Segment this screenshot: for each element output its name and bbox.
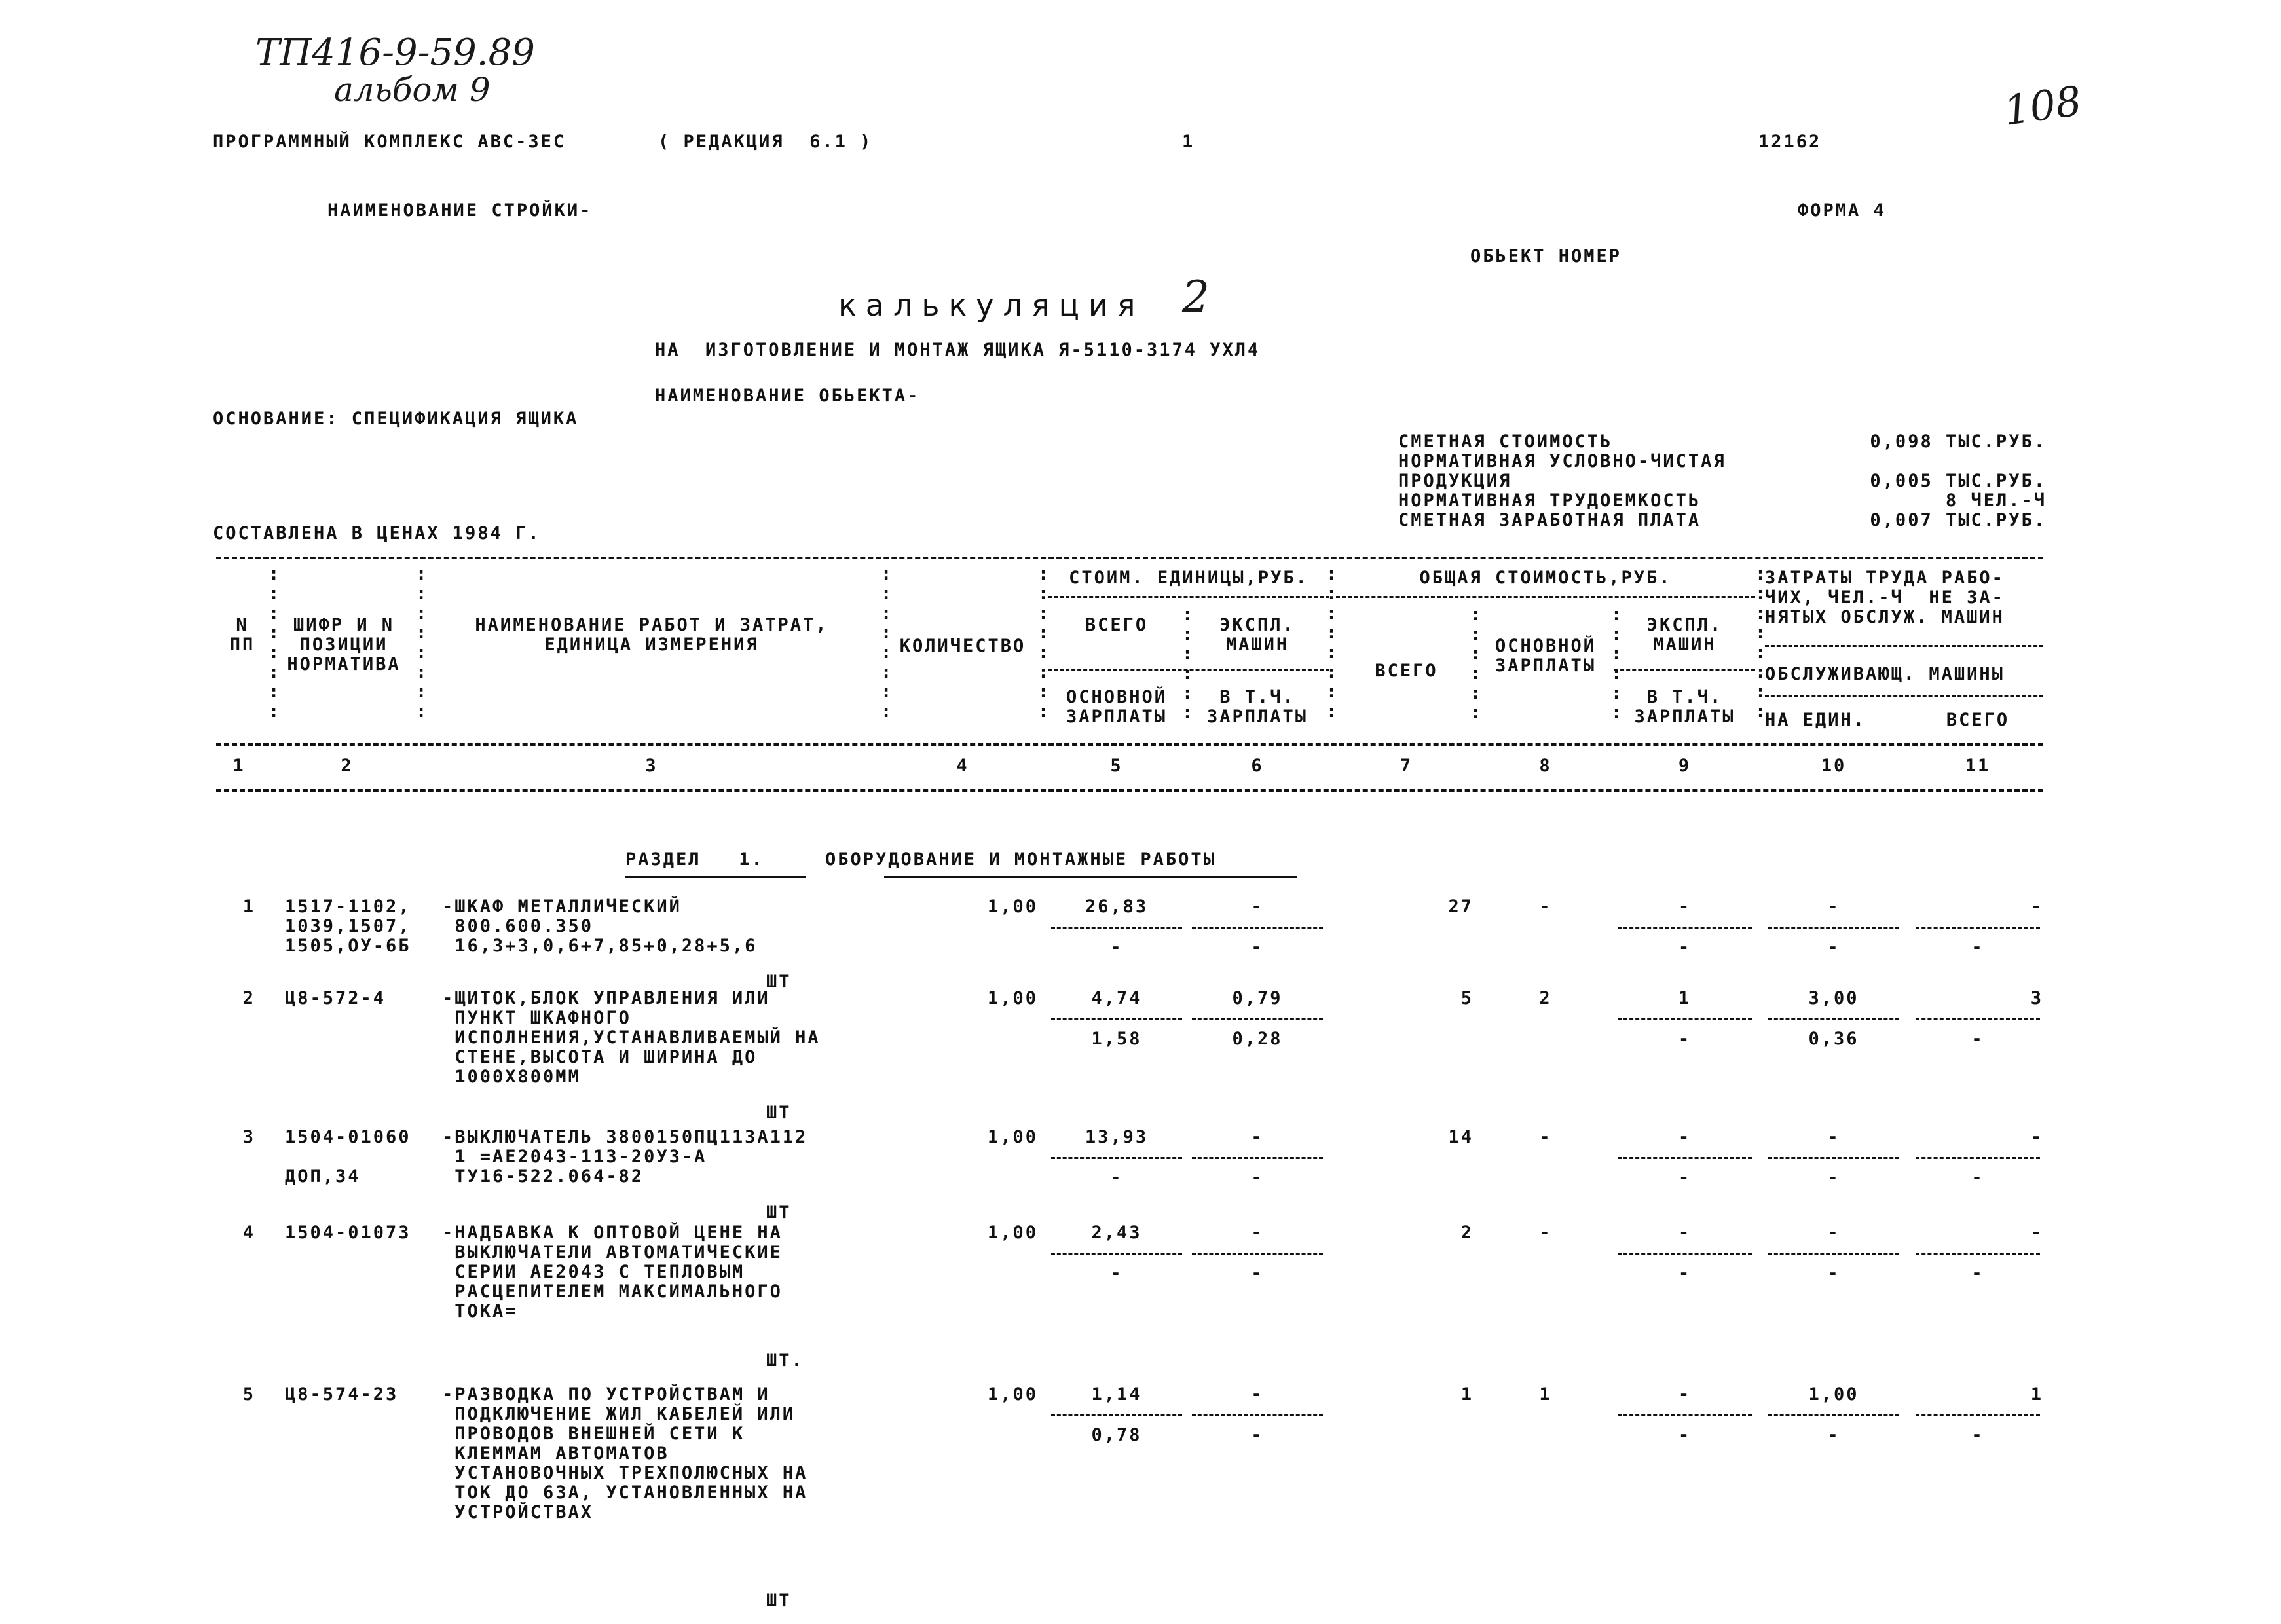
cell-t-incl: -	[1678, 1263, 1692, 1283]
cell-s-total: -	[1971, 1029, 1984, 1049]
cell-u-wage: -	[1110, 937, 1123, 957]
header-unit-incl-wage: В Т.Ч. ЗАРПЛАТЫ	[1206, 687, 1308, 727]
object-number-label: ОБЬЕКТ НОМЕР	[1470, 246, 1622, 267]
summary-value: 0,005 ТЫС.РУБ.	[1870, 471, 2047, 491]
cell-u-wage: -	[1110, 1168, 1123, 1188]
handwritten-page-number: 108	[2001, 77, 2085, 135]
cell-t-incl: -	[1678, 1425, 1692, 1445]
cell-separator	[1768, 1253, 1899, 1255]
cell-t-incl: -	[1678, 937, 1692, 957]
cell-t-total: 14	[1448, 1127, 1474, 1147]
cell-u-incl: -	[1251, 937, 1264, 957]
cell-name: -ЩИТОК,БЛОК УПРАВЛЕНИЯ ИЛИ ПУНКТ ШКАФНОГО ИСПОЛНЕНИЯ,УСТАНАВЛИВАЕМЫЙ НА СТЕНЕ,ВЫСОТА И ШИРИНА ДО 1000Х800ММ	[442, 988, 821, 1087]
cell-t-total: 1	[1460, 1384, 1474, 1405]
column-separators: : : : : : : : : : : : : : : : : : : : : : : : : : : : : : : : : : : : : : : : : : : : : : : : : : : : : : : : : : : : : : : : : : :	[269, 564, 1768, 723]
cell-l-total: -	[2030, 1223, 2043, 1243]
header-unit-machines: ЭКСПЛ. МАШИН	[1219, 615, 1295, 655]
cell-separator	[1192, 1157, 1323, 1159]
summary-value: 8 ЧЕЛ.-Ч	[1945, 490, 2047, 511]
cell-separator	[1618, 1018, 1752, 1020]
summary-label: СМЕТНАЯ СТОИМОСТЬ	[1398, 432, 1613, 452]
cell-separator	[1192, 1253, 1323, 1255]
program-name: ПРОГРАММНЫЙ КОМПЛЕКС АВС-3ЕС	[213, 132, 566, 152]
cell-s-unit: -	[1827, 1425, 1840, 1445]
cell-n: 4	[242, 1223, 255, 1243]
header-total-wage: ОСНОВНОЙ ЗАРПЛАТЫ	[1494, 636, 1597, 676]
header-row-number: N ПП	[229, 615, 255, 655]
cell-separator	[1618, 927, 1752, 929]
column-number: 7	[1400, 756, 1413, 776]
cell-unit: ШТ	[766, 1103, 792, 1123]
cell-s-unit: -	[1827, 1168, 1840, 1188]
cell-separator	[1192, 1018, 1323, 1020]
summary-value: 0,007 ТЫС.РУБ.	[1870, 510, 2047, 530]
cell-separator	[1916, 1253, 2040, 1255]
cell-t-wage: 2	[1539, 988, 1552, 1008]
header-total-all: ВСЕГО	[1375, 661, 1438, 681]
cell-t-incl: -	[1678, 1168, 1692, 1188]
cell-u-incl: 0,28	[1232, 1029, 1283, 1049]
column-number: 3	[645, 756, 658, 776]
header-total-machines: ЭКСПЛ. МАШИН	[1646, 615, 1723, 655]
cell-n: 1	[242, 896, 255, 917]
document-subtitle: НА ИЗГОТОВЛЕНИЕ И МОНТАЖ ЯЩИКА Я-5110-3174 УХЛ4	[655, 340, 1261, 360]
cell-l-unit: -	[1827, 1127, 1840, 1147]
header-total-incl-wage: В Т.Ч. ЗАРПЛАТЫ	[1634, 687, 1735, 727]
cell-u-total: 26,83	[1085, 896, 1149, 917]
cell-separator	[1618, 1157, 1752, 1159]
basis-label: ОСНОВАНИЕ: СПЕЦИФИКАЦИЯ ЯЩИКА	[213, 409, 579, 429]
cell-separator	[1768, 1018, 1899, 1020]
cell-t-mach: 1	[1678, 988, 1692, 1008]
cell-unit: ШТ	[766, 1202, 792, 1223]
sheet-number: 1	[1182, 132, 1195, 152]
header-total-cost: ОБЩАЯ СТОИМОСТЬ,РУБ.	[1419, 568, 1672, 588]
cell-u-total: 1,14	[1091, 1384, 1142, 1405]
cell-separator	[1051, 1157, 1182, 1159]
cell-separator	[1768, 927, 1899, 929]
cell-code: 1504-01073	[285, 1223, 411, 1243]
cell-u-wage: 1,58	[1091, 1029, 1142, 1049]
cell-separator	[1051, 1414, 1182, 1416]
cell-u-mach: -	[1251, 1384, 1264, 1405]
cell-n: 2	[242, 988, 255, 1008]
cell-u-total: 2,43	[1091, 1223, 1142, 1243]
cell-qty: 1,00	[987, 1384, 1038, 1405]
cell-u-incl: -	[1251, 1263, 1264, 1283]
cell-t-wage: -	[1539, 896, 1552, 917]
table-rule	[216, 789, 2043, 792]
summary-label: ПРОДУКЦИЯ	[1398, 471, 1512, 491]
cell-t-wage: -	[1539, 1127, 1552, 1147]
cell-t-mach: -	[1678, 1384, 1692, 1405]
cell-t-mach: -	[1678, 896, 1692, 917]
table-rule	[216, 743, 2043, 746]
table-rule	[216, 557, 2043, 559]
section-underline	[884, 876, 1297, 878]
construction-name-label: НАИМЕНОВАНИЕ СТРОЙКИ-	[327, 200, 593, 221]
header-norm-code: ШИФР И N ПОЗИЦИИ НОРМАТИВА	[287, 615, 401, 674]
cell-name: -РАЗВОДКА ПО УСТРОЙСТВАМ И ПОДКЛЮЧЕНИЕ ЖИЛ КАБЕЛЕЙ ИЛИ ПРОВОДОВ ВНЕШНЕЙ СЕТИ К КЛЕММАМ АВТОМАТОВ УСТАНОВОЧНЫХ ТРЕХПОЛЮСНЫХ НА ТОК ДО 63А, УСТАНОВЛЕННЫХ НА УСТРОЙСТВАХ	[442, 1384, 808, 1522]
section-underline	[625, 876, 806, 878]
cell-s-unit: -	[1827, 1263, 1840, 1283]
cell-l-total: -	[2030, 896, 2043, 917]
header-labor-total: ВСЕГО	[1946, 710, 2010, 730]
cell-t-incl: -	[1678, 1029, 1692, 1049]
cell-t-mach: -	[1678, 1127, 1692, 1147]
cell-l-unit: -	[1827, 896, 1840, 917]
header-unit-wage: ОСНОВНОЙ ЗАРПЛАТЫ	[1066, 687, 1168, 727]
cell-s-unit: 0,36	[1808, 1029, 1859, 1049]
document-number: 12162	[1758, 132, 1822, 152]
section-title: ОБОРУДОВАНИЕ И МОНТАЖНЫЕ РАБОТЫ	[825, 849, 1216, 870]
cell-separator	[1618, 1414, 1752, 1416]
cell-u-mach: -	[1251, 1223, 1264, 1243]
header-labor: ЗАТРАТЫ ТРУДА РАБО- ЧИХ, ЧЕЛ.-Ч НЕ ЗА- НЯТЫХ ОБСЛУЖ. МАШИН	[1765, 568, 2005, 627]
column-number: 11	[1965, 756, 1991, 776]
cell-l-total: 3	[2030, 988, 2043, 1008]
document-title: калькуляция	[838, 287, 1145, 323]
column-number: 10	[1821, 756, 1847, 776]
cell-l-total: 1	[2030, 1384, 2043, 1405]
column-number: 1	[232, 756, 246, 776]
cell-qty: 1,00	[987, 988, 1038, 1008]
cell-name: -НАДБАВКА К ОПТОВОЙ ЦЕНЕ НА ВЫКЛЮЧАТЕЛИ АВТОМАТИЧЕСКИЕ СЕРИИ АЕ2043 С ТЕПЛОВЫМ РАСЦЕПИТЕЛЕМ МАКСИМАЛЬНОГО ТОКА=	[442, 1223, 783, 1321]
handwritten-code: ТП416-9-59.89	[255, 31, 535, 74]
summary-block	[1398, 432, 2047, 530]
handwritten-calculation-number: 2	[1182, 272, 1210, 322]
cell-u-incl: -	[1251, 1168, 1264, 1188]
prices-year-label: СОСТАВЛЕНА В ЦЕНАХ 1984 Г.	[213, 523, 541, 544]
cell-u-mach: 0,79	[1232, 988, 1283, 1008]
cell-s-unit: -	[1827, 937, 1840, 957]
handwritten-album: альбом 9	[334, 71, 491, 109]
cell-separator	[1916, 1414, 2040, 1416]
cell-n: 5	[242, 1384, 255, 1405]
cell-t-total: 5	[1460, 988, 1474, 1008]
header-unit-cost: СТОИМ. ЕДИНИЦЫ,РУБ.	[1069, 568, 1308, 588]
cell-separator	[1051, 1018, 1182, 1020]
cell-unit: ШТ	[766, 1591, 792, 1611]
column-number: 6	[1251, 756, 1264, 776]
cell-t-total: 2	[1460, 1223, 1474, 1243]
column-number: 9	[1678, 756, 1692, 776]
cell-separator	[1051, 1253, 1182, 1255]
cell-s-total: -	[1971, 1425, 1984, 1445]
cell-u-wage: -	[1110, 1263, 1123, 1283]
column-number: 2	[341, 756, 354, 776]
cell-separator	[1192, 927, 1323, 929]
form-number: ФОРМА 4	[1798, 200, 1886, 221]
cell-l-unit: 3,00	[1808, 988, 1859, 1008]
cell-separator	[1916, 927, 2040, 929]
program-edition: ( РЕДАКЦИЯ 6.1 )	[658, 132, 873, 152]
cell-t-wage: 1	[1539, 1384, 1552, 1405]
summary-label: НОРМАТИВНАЯ УСЛОВНО-ЧИСТАЯ	[1398, 451, 1726, 471]
cell-u-wage: 0,78	[1091, 1425, 1142, 1445]
cell-separator	[1051, 927, 1182, 929]
cell-name: -ШКАФ МЕТАЛЛИЧЕСКИЙ 800.600.350 16,3+3,0,6+7,85+0,28+5,6	[442, 896, 758, 956]
cell-code: Ц8-572-4	[285, 988, 386, 1008]
cell-name: -ВЫКЛЮЧАТЕЛЬ 3800150ПЦ113А112 1 =АЕ2043-113-20У3-А ТУ16-522.064-82	[442, 1127, 808, 1187]
cell-unit: ШТ.	[766, 1350, 804, 1371]
column-number: 5	[1110, 756, 1123, 776]
cell-s-total: -	[1971, 1263, 1984, 1283]
cell-u-incl: -	[1251, 1425, 1264, 1445]
header-work-name: НАИМЕНОВАНИЕ РАБОТ И ЗАТРАТ, ЕДИНИЦА ИЗМЕРЕНИЯ	[475, 615, 828, 655]
cell-qty: 1,00	[987, 1223, 1038, 1243]
cell-u-mach: -	[1251, 1127, 1264, 1147]
summary-label: СМЕТНАЯ ЗАРАБОТНАЯ ПЛАТА	[1398, 510, 1701, 530]
cell-n: 3	[242, 1127, 255, 1147]
summary-label: НОРМАТИВНАЯ ТРУДОЕМКОСТЬ	[1398, 490, 1701, 511]
cell-t-mach: -	[1678, 1223, 1692, 1243]
cell-u-total: 13,93	[1085, 1127, 1149, 1147]
cell-l-unit: -	[1827, 1223, 1840, 1243]
cell-code: 1517-1102, 1039,1507, 1505,ОУ-6Б	[285, 896, 411, 956]
cell-l-unit: 1,00	[1808, 1384, 1859, 1405]
cell-separator	[1192, 1414, 1323, 1416]
header-labor-service: ОБСЛУЖИВАЮЩ. МАШИНЫ	[1765, 664, 2005, 684]
summary-value: 0,098 ТЫС.РУБ.	[1870, 432, 2047, 452]
cell-separator	[1768, 1414, 1899, 1416]
cell-u-total: 4,74	[1091, 988, 1142, 1008]
cell-qty: 1,00	[987, 896, 1038, 917]
cell-separator	[1916, 1018, 2040, 1020]
cell-separator	[1618, 1253, 1752, 1255]
cell-s-total: -	[1971, 1168, 1984, 1188]
cell-s-total: -	[1971, 937, 1984, 957]
cell-l-total: -	[2030, 1127, 2043, 1147]
cell-unit: ШТ	[766, 972, 792, 992]
header-labor-per-unit: НА ЕДИН.	[1765, 710, 1866, 730]
column-number: 4	[956, 756, 969, 776]
cell-t-wage: -	[1539, 1223, 1552, 1243]
column-number: 8	[1539, 756, 1552, 776]
cell-separator	[1768, 1157, 1899, 1159]
cell-code: Ц8-574-23	[285, 1384, 399, 1405]
cell-code: 1504-01060 ДОП,34	[285, 1127, 411, 1187]
header-unit-total: ВСЕГО	[1085, 615, 1149, 635]
object-name-label: НАИМЕНОВАНИЕ ОБЬЕКТА-	[655, 386, 920, 406]
cell-separator	[1916, 1157, 2040, 1159]
cell-qty: 1,00	[987, 1127, 1038, 1147]
section-number: РАЗДЕЛ 1.	[625, 849, 764, 870]
header-quantity: КОЛИЧЕСТВО	[899, 636, 1026, 656]
cell-t-total: 27	[1448, 896, 1474, 917]
cell-u-mach: -	[1251, 896, 1264, 917]
